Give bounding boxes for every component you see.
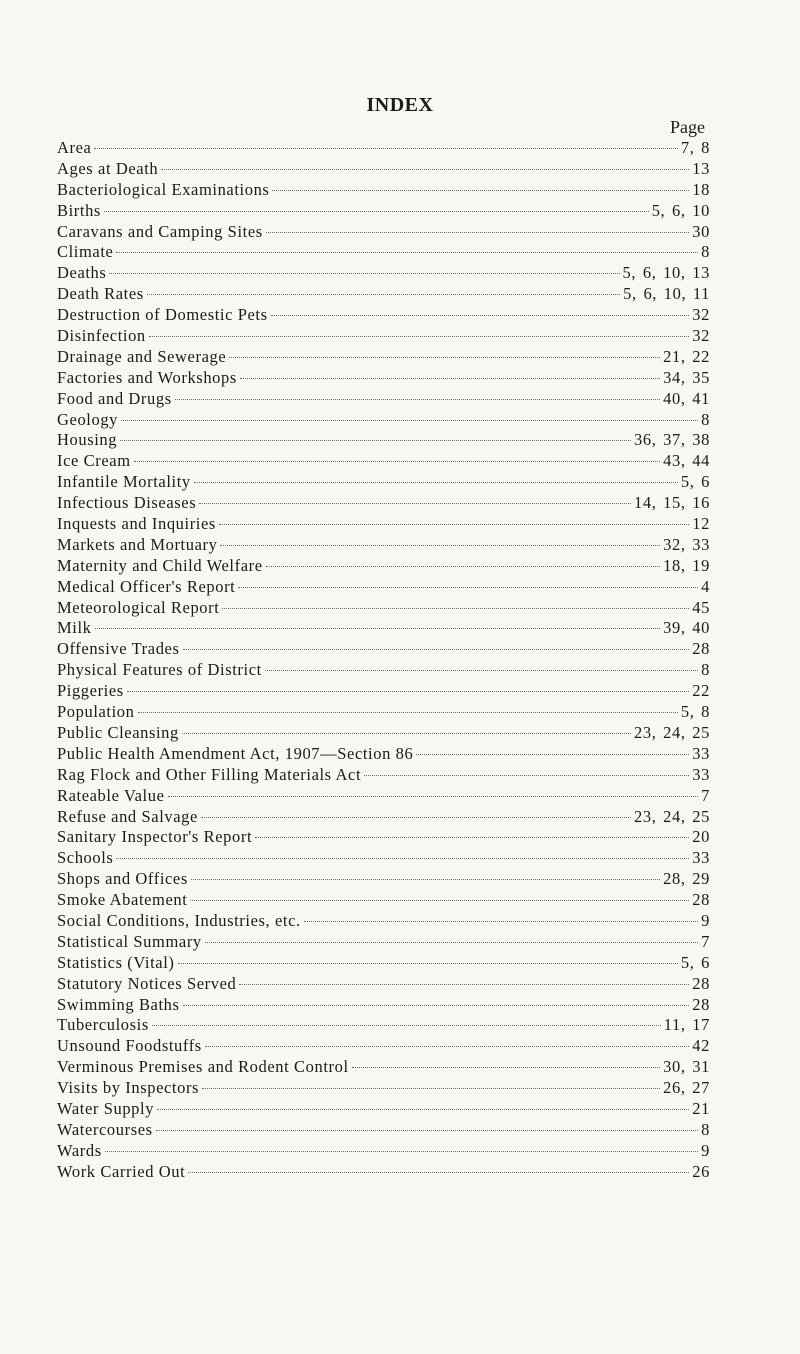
entry-pages: 4 bbox=[701, 576, 710, 596]
entry-label: Medical Officer's Report bbox=[57, 576, 236, 596]
index-entry bbox=[57, 180, 710, 201]
entry-label: Drainage and Sewerage bbox=[57, 346, 227, 366]
index-entry bbox=[57, 995, 710, 1016]
dot-leader bbox=[202, 1088, 660, 1089]
entry-label: Watercourses bbox=[57, 1119, 153, 1139]
entry-pages: 28 bbox=[692, 973, 710, 993]
dot-leader bbox=[120, 440, 631, 441]
index-entry bbox=[57, 556, 710, 577]
dot-leader bbox=[352, 1067, 660, 1068]
dot-leader bbox=[156, 1130, 698, 1131]
dot-leader bbox=[240, 378, 660, 379]
entry-label: Swimming Baths bbox=[57, 994, 180, 1014]
dot-leader bbox=[109, 273, 619, 274]
index-entry bbox=[57, 201, 710, 222]
index-entry bbox=[57, 1015, 710, 1036]
dot-leader bbox=[182, 733, 631, 734]
index-entry bbox=[57, 138, 710, 159]
entry-pages: 7 bbox=[701, 931, 710, 951]
entry-pages: 21 bbox=[692, 1098, 710, 1118]
page-title: INDEX bbox=[366, 94, 434, 116]
dot-leader bbox=[161, 169, 689, 170]
entry-pages: 7 bbox=[701, 785, 710, 805]
index-entry bbox=[57, 284, 710, 305]
entry-label: Food and Drugs bbox=[57, 388, 172, 408]
entry-pages: 30, 31 bbox=[663, 1057, 710, 1077]
entry-pages: 9 bbox=[701, 1140, 710, 1160]
entry-label: Public Health Amendment Act, 1907—Section 86 bbox=[57, 743, 414, 763]
dot-leader bbox=[199, 503, 631, 504]
entry-label: Deaths bbox=[57, 263, 107, 283]
entry-pages: 36, 37, 38 bbox=[634, 430, 710, 450]
entry-pages: 28 bbox=[692, 890, 710, 910]
dot-leader bbox=[239, 984, 689, 985]
dot-leader bbox=[134, 461, 660, 462]
entry-label: Visits by Inspectors bbox=[57, 1078, 200, 1098]
entry-pages: 30 bbox=[692, 221, 710, 241]
index-entry bbox=[57, 974, 710, 995]
index-entry bbox=[57, 744, 710, 765]
entry-pages: 11, 17 bbox=[663, 1015, 710, 1035]
index-entry bbox=[57, 159, 710, 180]
index-entry bbox=[57, 598, 710, 619]
entry-pages: 33 bbox=[692, 764, 710, 784]
dot-leader bbox=[219, 524, 689, 525]
entry-pages: 5, 6 bbox=[680, 952, 710, 972]
entry-pages: 20 bbox=[692, 827, 710, 847]
index-entry bbox=[57, 326, 710, 347]
entry-pages: 5, 6, 10, 11 bbox=[623, 284, 710, 304]
entry-pages: 8 bbox=[701, 242, 710, 262]
index-entry bbox=[57, 1141, 710, 1162]
index-entry bbox=[57, 953, 710, 974]
entry-label: Ice Cream bbox=[57, 451, 131, 471]
index-entry bbox=[57, 451, 710, 472]
entry-pages: 13 bbox=[692, 158, 710, 178]
entry-pages: 33 bbox=[692, 743, 710, 763]
entry-label: Meteorological Report bbox=[57, 597, 220, 617]
entry-label: Geology bbox=[57, 409, 119, 429]
dot-leader bbox=[188, 1172, 689, 1173]
dot-leader bbox=[95, 628, 661, 629]
index-entry bbox=[57, 410, 710, 431]
index-entry bbox=[57, 932, 710, 953]
entry-label: Shops and Offices bbox=[57, 869, 188, 889]
index-entry bbox=[57, 807, 710, 828]
entry-label: Schools bbox=[57, 848, 114, 868]
entry-label: Death Rates bbox=[57, 284, 144, 304]
dot-leader bbox=[266, 232, 690, 233]
index-entry bbox=[57, 368, 710, 389]
entry-label: Work Carried Out bbox=[57, 1161, 186, 1181]
index-entry bbox=[57, 723, 710, 744]
entry-pages: 42 bbox=[692, 1036, 710, 1056]
entry-label: Verminous Premises and Rodent Control bbox=[57, 1057, 349, 1077]
index-entry bbox=[57, 514, 710, 535]
dot-leader bbox=[222, 608, 689, 609]
entry-pages: 28 bbox=[692, 639, 710, 659]
entry-label: Maternity and Child Welfare bbox=[57, 555, 263, 575]
entry-label: Smoke Abatement bbox=[57, 890, 188, 910]
entry-pages: 8 bbox=[701, 409, 710, 429]
entry-pages: 39, 40 bbox=[663, 618, 710, 638]
entry-pages: 32, 33 bbox=[663, 534, 710, 554]
entry-pages: 21, 22 bbox=[663, 346, 710, 366]
index-entry bbox=[57, 1120, 710, 1141]
entry-label: Social Conditions, Industries, etc. bbox=[57, 910, 301, 930]
index-entry bbox=[57, 1057, 710, 1078]
dot-leader bbox=[304, 921, 698, 922]
dot-leader bbox=[178, 963, 678, 964]
index-entry bbox=[57, 305, 710, 326]
entry-label: Statutory Notices Served bbox=[57, 973, 237, 993]
dot-leader bbox=[152, 1025, 661, 1026]
entry-pages: 33 bbox=[692, 848, 710, 868]
index-entry bbox=[57, 890, 710, 911]
entry-label: Housing bbox=[57, 430, 118, 450]
entry-pages: 26, 27 bbox=[663, 1078, 710, 1098]
entry-label: Milk bbox=[57, 618, 92, 638]
index-entry bbox=[57, 911, 710, 932]
entry-pages: 7, 8 bbox=[680, 138, 710, 157]
index-entry bbox=[57, 786, 710, 807]
page-column-header: Page bbox=[670, 117, 705, 137]
entry-label: Water Supply bbox=[57, 1098, 155, 1118]
entry-pages: 34, 35 bbox=[663, 367, 710, 387]
index-entry bbox=[57, 493, 710, 514]
index-entry bbox=[57, 702, 710, 723]
index-entry bbox=[57, 848, 710, 869]
entry-label: Wards bbox=[57, 1140, 102, 1160]
entry-pages: 5, 6, 10 bbox=[651, 200, 710, 220]
dot-leader bbox=[157, 1109, 689, 1110]
dot-leader bbox=[175, 399, 660, 400]
entry-pages: 9 bbox=[701, 910, 710, 930]
entry-pages: 32 bbox=[692, 326, 710, 346]
index-entry bbox=[57, 263, 710, 284]
dot-leader bbox=[116, 858, 689, 859]
entry-pages: 23, 24, 25 bbox=[634, 722, 710, 742]
index-entry bbox=[57, 389, 710, 410]
dot-leader bbox=[116, 252, 698, 253]
index-entry bbox=[57, 660, 710, 681]
dot-leader bbox=[194, 482, 678, 483]
index-entry bbox=[57, 765, 710, 786]
entry-label: Caravans and Camping Sites bbox=[57, 221, 263, 241]
dot-leader bbox=[104, 211, 649, 212]
entry-label: Factories and Workshops bbox=[57, 367, 237, 387]
dot-leader bbox=[105, 1151, 698, 1152]
entry-label: Infectious Diseases bbox=[57, 493, 197, 513]
dot-leader bbox=[229, 357, 660, 358]
entry-label: Markets and Mortuary bbox=[57, 534, 218, 554]
entry-pages: 8 bbox=[701, 1119, 710, 1139]
entry-label: Destruction of Domestic Pets bbox=[57, 305, 268, 325]
entry-label: Rag Flock and Other Filling Materials Act bbox=[57, 764, 362, 784]
entry-pages: 5, 6 bbox=[680, 472, 710, 492]
dot-leader bbox=[205, 1046, 689, 1047]
entry-pages: 32 bbox=[692, 305, 710, 325]
dot-leader bbox=[265, 670, 698, 671]
index-entry bbox=[57, 869, 710, 890]
entry-pages: 18 bbox=[692, 179, 710, 199]
dot-leader bbox=[271, 315, 690, 316]
entry-label: Area bbox=[57, 138, 92, 157]
dot-leader bbox=[183, 1005, 690, 1006]
index-entry bbox=[57, 472, 710, 493]
index-entry bbox=[57, 222, 710, 243]
dot-leader bbox=[191, 879, 660, 880]
entry-pages: 5, 6, 10, 13 bbox=[622, 263, 710, 283]
entry-label: Offensive Trades bbox=[57, 639, 180, 659]
entry-label: Bacteriological Examinations bbox=[57, 179, 270, 199]
entry-label: Public Cleansing bbox=[57, 722, 179, 742]
entry-pages: 14, 15, 16 bbox=[634, 493, 710, 513]
dot-leader bbox=[138, 712, 678, 713]
dot-leader bbox=[121, 420, 698, 421]
entry-pages: 40, 41 bbox=[663, 388, 710, 408]
entry-label: Disinfection bbox=[57, 326, 146, 346]
entry-label: Piggeries bbox=[57, 681, 124, 701]
entry-label: Population bbox=[57, 702, 135, 722]
index-entry bbox=[57, 430, 710, 451]
dot-leader bbox=[94, 148, 677, 149]
entry-label: Rateable Value bbox=[57, 785, 165, 805]
entry-pages: 23, 24, 25 bbox=[634, 806, 710, 826]
index-entry bbox=[57, 639, 710, 660]
entry-label: Births bbox=[57, 200, 101, 220]
dot-leader bbox=[416, 754, 689, 755]
entry-pages: 43, 44 bbox=[663, 451, 710, 471]
index-entries bbox=[57, 138, 710, 1183]
entry-pages: 45 bbox=[692, 597, 710, 617]
index-entry bbox=[57, 1078, 710, 1099]
dot-leader bbox=[272, 190, 689, 191]
dot-leader bbox=[255, 837, 689, 838]
dot-leader bbox=[201, 817, 631, 818]
entry-label: Inquests and Inquiries bbox=[57, 514, 216, 534]
entry-label: Statistics (Vital) bbox=[57, 952, 175, 972]
entry-label: Infantile Mortality bbox=[57, 472, 191, 492]
dot-leader bbox=[183, 649, 690, 650]
index-entry bbox=[57, 347, 710, 368]
index-entry bbox=[57, 577, 710, 598]
entry-pages: 22 bbox=[692, 681, 710, 701]
dot-leader bbox=[190, 900, 689, 901]
entry-label: Sanitary Inspector's Report bbox=[57, 827, 253, 847]
entry-label: Statistical Summary bbox=[57, 931, 202, 951]
entry-pages: 18, 19 bbox=[663, 555, 710, 575]
index-entry bbox=[57, 681, 710, 702]
entry-pages: 5, 8 bbox=[680, 702, 710, 722]
entry-pages: 8 bbox=[701, 660, 710, 680]
index-entry bbox=[57, 1099, 710, 1120]
entry-pages: 28, 29 bbox=[663, 869, 710, 889]
index-entry bbox=[57, 618, 710, 639]
entry-label: Tuberculosis bbox=[57, 1015, 149, 1035]
entry-label: Refuse and Salvage bbox=[57, 806, 198, 826]
dot-leader bbox=[205, 942, 698, 943]
dot-leader bbox=[147, 294, 620, 295]
index-entry bbox=[57, 1036, 710, 1057]
dot-leader bbox=[238, 587, 698, 588]
entry-label: Ages at Death bbox=[57, 158, 159, 178]
dot-leader bbox=[168, 796, 699, 797]
entry-label: Climate bbox=[57, 242, 114, 262]
dot-leader bbox=[149, 336, 690, 337]
entry-label: Physical Features of District bbox=[57, 660, 262, 680]
dot-leader bbox=[266, 566, 661, 567]
dot-leader bbox=[364, 775, 689, 776]
entry-pages: 12 bbox=[692, 514, 710, 534]
index-entry bbox=[57, 1162, 710, 1183]
dot-leader bbox=[220, 545, 660, 546]
entry-label: Unsound Foodstuffs bbox=[57, 1036, 202, 1056]
index-entry bbox=[57, 242, 710, 263]
entry-pages: 28 bbox=[692, 994, 710, 1014]
dot-leader bbox=[127, 691, 689, 692]
index-entry bbox=[57, 827, 710, 848]
index-entry bbox=[57, 535, 710, 556]
entry-pages: 26 bbox=[692, 1161, 710, 1181]
